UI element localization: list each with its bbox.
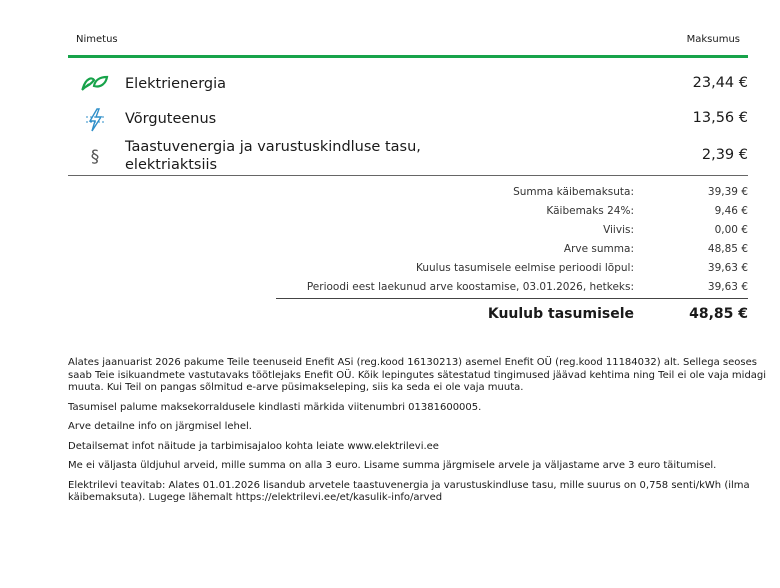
summary-label: Viivis: (603, 224, 634, 236)
column-header-amount: Maksumus (686, 34, 740, 45)
summary-value: 0,00 € (714, 224, 748, 236)
note-details-next-page: Arve detailne info on järgmisel lehel. (68, 421, 252, 432)
header-divider (68, 55, 748, 58)
note-minimum-invoice: Me ei väljasta üldjuhul arveid, mille summa on alla 3 euro. Lisame summa järgmisele arvele ja väljastame arve 3 euro täitumisel. (68, 460, 717, 471)
summary-value: 39,63 € (707, 262, 748, 274)
line-item-amount: 23,44 € (692, 75, 748, 91)
line-item-name: Elektrienergia (125, 76, 227, 92)
note-elektrilevi-notice: Elektrilevi teavitab: Alates 01.01.2026 lisandub arvetele taastuvenergia ja varustuskindluse tasu, mille suurus on 0,758 senti/kWh (ilma käibemaksuta). Lugege lähemalt https://elektrilevi.ee/et/kasulik-info/arved (68, 479, 750, 503)
line-item-electricity (68, 74, 748, 94)
line-item-amount: 13,56 € (692, 110, 748, 126)
line-item-name: Võrguteenus (125, 111, 217, 127)
summary-row-penalty (68, 224, 748, 242)
note-provider-change: Alates jaanuarist 2026 pakume Teile teenuseid Enefit ASi (reg.kood 16130213) asemel Enefit OÜ (reg.kood 11184032) alt. Sellega seoses saab Teie isikuandmete vastutavaks töötlejaks Enefit OÜ. Kõik lepingutes sätestatud tingimused jäävad kehtima ning Teil ei ole vaja midagi muuta. Kui Teil on pangas sõlmitud e-arve püsimakseleping, siis ka seda ei ole vaja muuta. (68, 357, 767, 393)
summary-row-net (68, 186, 748, 204)
line-item-name-line1: Taastuvenergia ja varustuskindluse tasu, (125, 139, 421, 155)
items-divider (68, 175, 748, 176)
summary-row-received (68, 281, 748, 299)
summary-value: 39,63 € (707, 281, 748, 293)
summary-value: 9,46 € (714, 205, 748, 217)
line-item-grid-service (68, 108, 748, 132)
amount-due-value: 48,85 € (689, 306, 748, 322)
summary-value: 48,85 € (707, 243, 748, 255)
amount-due-label: Kuulub tasumisele (487, 306, 634, 322)
note-consumption-info: Detailsemat infot näitude ja tarbimisajaloo kohta leiate www.elektrilevi.ee (68, 440, 439, 452)
invoice-notes (68, 357, 780, 512)
summary-row-previous-due (68, 262, 748, 280)
line-item-name-line2: elektriaktsiis (125, 157, 218, 173)
section-sign-icon: § (90, 147, 100, 167)
line-item-amount: 2,39 € (701, 147, 748, 163)
summary-label: Arve summa: (563, 243, 634, 255)
summary-label: Käibemaks 24%: (546, 205, 634, 217)
table-header (76, 34, 748, 50)
line-item-renewable-fee (68, 138, 748, 174)
line-item-name (125, 138, 421, 174)
summary-row-invoice-total (68, 243, 748, 261)
column-header-name: Nimetus (76, 34, 118, 45)
summary-label: Kuulus tasumisele eelmise perioodi lõpul: (415, 262, 634, 274)
summary-row-vat (68, 205, 748, 223)
summary-divider (276, 298, 748, 299)
electricity-leaf-icon (80, 74, 110, 96)
note-reference-number: Tasumisel palume maksekorraldusele kindlasti märkida viitenumbri 01381600005. (68, 401, 482, 413)
summary-label: Perioodi eest laekunud arve koostamise, 03.01.2026, hetkeks: (306, 281, 634, 293)
summary-value: 39,39 € (707, 186, 748, 198)
lightning-grid-icon (80, 108, 110, 136)
summary-label: Summa käibemaksuta: (513, 186, 634, 198)
